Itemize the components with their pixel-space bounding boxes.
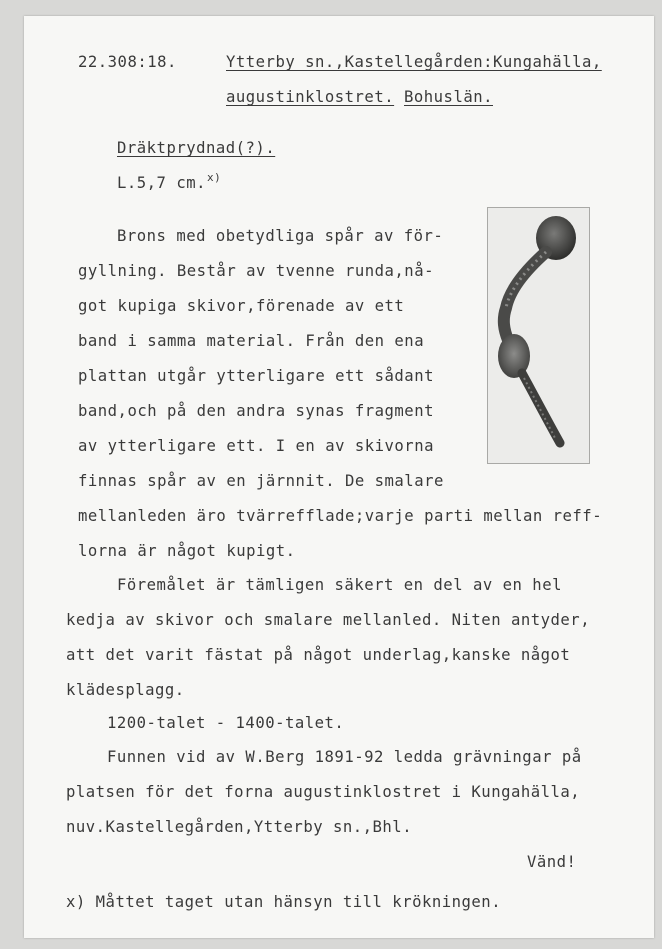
find-line-1: Funnen vid av W.Berg 1891-92 ledda grävningar på: [107, 748, 582, 766]
description-line-3: got kupiga skivor,förenade av ett: [78, 297, 405, 315]
dating: 1200-talet - 1400-talet.: [107, 714, 345, 732]
location-site: augustinklostret.: [226, 88, 395, 106]
length-value: L.5,7 cm.: [117, 174, 206, 192]
description-line-2: gyllning. Består av tvenne runda,nå-: [78, 262, 434, 280]
description-line-9: mellanleden äro tvärrefflade;varje parti mellan reff-: [78, 507, 603, 525]
bronze-ornament-image: [488, 208, 589, 463]
object-photo: [487, 207, 590, 464]
interpretation-line-3: att det varit fästat på något underlag,kanske något: [66, 646, 571, 664]
description-line-4: band i samma material. Från den ena: [78, 332, 425, 350]
footnote: x) Måttet taget utan hänsyn till krökningen.: [66, 893, 502, 911]
footnote-marker: x): [207, 171, 222, 184]
description-line-5: plattan utgår ytterligare ett sådant: [78, 367, 434, 385]
province: Bohuslän.: [404, 88, 493, 106]
description-line-8: finnas spår av en järnnit. De smalare: [78, 472, 444, 490]
description-line-6: band,och på den andra synas fragment: [78, 402, 434, 420]
find-line-2: platsen för det forna augustinklostret i Kungahälla,: [66, 783, 581, 801]
turn-over-note: Vänd!: [527, 853, 577, 871]
interpretation-line-2: kedja av skivor och smalare mellanled. Niten antyder,: [66, 611, 591, 629]
catalog-number: 22.308:18.: [78, 53, 177, 71]
interpretation-line-4: klädesplagg.: [66, 681, 185, 699]
location-line-1: Ytterby sn.,Kastellegården:Kungahälla,: [226, 53, 602, 71]
description-line-10: lorna är något kupigt.: [78, 542, 296, 560]
description-line-7: av ytterligare ett. I en av skivorna: [78, 437, 434, 455]
object-length: [117, 171, 222, 194]
description-line-1: Brons med obetydliga spår av för-: [117, 227, 444, 245]
find-line-3: nuv.Kastellegården,Ytterby sn.,Bhl.: [66, 818, 413, 836]
location-line-2: [226, 88, 493, 106]
object-name: Dräktprydnad(?).: [117, 139, 276, 157]
interpretation-line-1: Föremålet är tämligen säkert en del av en hel: [117, 576, 562, 594]
